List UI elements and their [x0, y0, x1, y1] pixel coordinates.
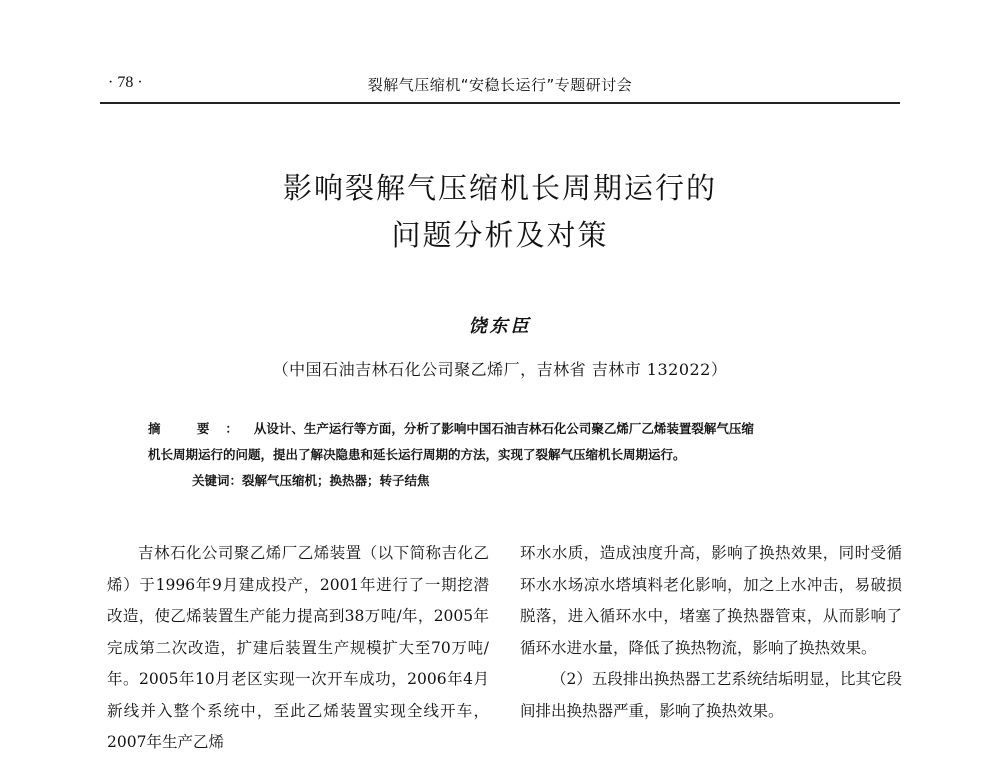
author-affiliation: （中国石油吉林石化公司聚乙烯厂，吉林省 吉林市 132022）	[272, 360, 728, 379]
body-column-left	[107, 538, 489, 759]
keywords-text: 裂解气压缩机；换热器；转子结焦	[242, 473, 430, 488]
body-paragraph: 吉林石化公司聚乙烯厂乙烯装置（以下简称吉化乙烯）于1996年9月建成投产，2001年进行了一期挖潜改造，使乙烯装置生产能力提高到38万吨/年，2005年完成第二次改造，扩建后装置生产规模扩大至70万吨/年。2005年10月老区实现一次开车成功，2006年4月新线并入整个系统中，至此乙烯装置实现全线开车，2007年生产乙烯	[107, 544, 489, 751]
abstract-line-2	[148, 442, 868, 468]
paper-title-line-1: 影响裂解气压缩机长周期运行的	[282, 171, 717, 205]
body-paragraph: 环水水质，造成浊度升高，影响了换热效果，同时受循环水水场凉水塔填料老化影响，加之上水冲击，易破损脱落，进入循环水中，堵塞了换热器管束，从而影响了循环水进水量，降低了换热物流，影响了换热效果。	[520, 544, 902, 657]
body-paragraph: （2）五段排出换热器工艺系统结垢明显，比其它段间排出换热器严重，影响了换热效果。	[520, 670, 902, 720]
running-title: 裂解气压缩机“安稳长运行”专题研讨会	[367, 76, 633, 94]
paper-title-line-2: 问题分析及对策	[391, 218, 609, 252]
page-number: · 78 ·	[108, 74, 143, 91]
author-name: 饶东臣	[468, 316, 532, 337]
abstract-text-2: 机长周期运行的问题，提出了解决隐患和延长运行周期的方法，实现了裂解气压缩机长周期运行。	[148, 447, 686, 462]
abstract-text-1: 从设计、生产运行等方面，分析了影响中国石油吉林石化公司聚乙烯厂乙烯装置裂解气压缩	[253, 421, 754, 436]
keywords-line	[148, 468, 868, 494]
body-column-right	[520, 538, 902, 727]
keywords-label: 关键词：	[192, 473, 243, 488]
abstract-line-1	[148, 416, 868, 442]
running-header	[100, 72, 900, 104]
abstract-block	[148, 416, 868, 494]
abstract-label: 摘 要：	[148, 421, 254, 436]
